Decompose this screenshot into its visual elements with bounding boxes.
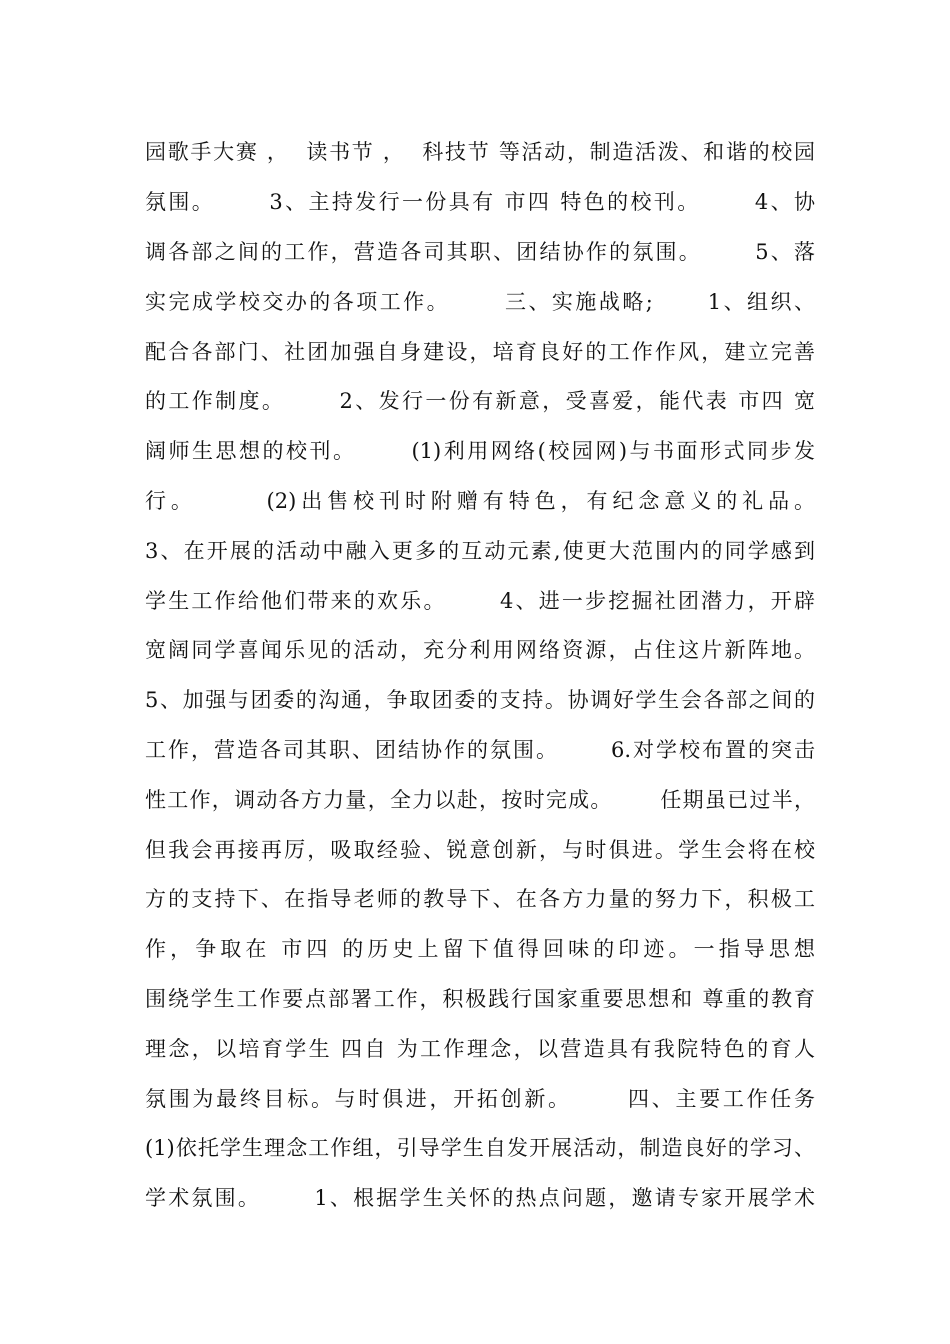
text-line-15: 但我会再接再厉，吸取经验、锐意创新，与时俱进。学生会将在校 — [145, 838, 815, 862]
text-line-21: (1)依托学生理念工作组，引导学生自发开展活动，制造良好的学习、 — [145, 1136, 815, 1160]
text-line-14: 性工作，调动各方力量，全力以赴，按时完成。 任期虽已过半， — [145, 788, 815, 812]
text-line-17: 作，争取在 市四 的历史上留下值得回味的印迹。一指导思想 — [145, 937, 815, 961]
text-line-11: 宽阔同学喜闻乐见的活动，充分利用网络资源，占住这片新阵地。 — [145, 638, 815, 662]
text-line-19: 理念，以培育学生 四自 为工作理念，以营造具有我院特色的育人 — [145, 1037, 815, 1061]
text-line-16: 方的支持下、在指导老师的教导下、在各方力量的努力下，积极工 — [145, 887, 815, 911]
text-line-10: 学生工作给他们带来的欢乐。 4、进一步挖掘社团潜力，开辟 — [145, 589, 815, 613]
text-line-1: 园歌手大赛 ， 读书节 ， 科技节 等活动，制造活泼、和谐的校园 — [145, 140, 815, 164]
text-line-5: 配合各部门、社团加强自身建设，培育良好的工作作风，建立完善 — [145, 340, 815, 364]
text-line-2: 氛围。 3、主持发行一份具有 市四 特色的校刊。 4、协 — [145, 190, 815, 214]
text-line-13: 工作，营造各司其职、团结协作的氛围。 6.对学校布置的突击 — [145, 738, 815, 762]
text-line-6: 的工作制度。 2、发行一份有新意，受喜爱，能代表 市四 宽 — [145, 389, 815, 413]
text-line-7: 阔师生思想的校刊。 (1)利用网络(校园网)与书面形式同步发 — [145, 439, 815, 463]
text-line-9: 3、在开展的活动中融入更多的互动元素,使更大范围内的同学感到 — [145, 539, 815, 563]
text-line-8: 行。 (2)出售校刊时附赠有特色，有纪念意义的礼品。 — [145, 489, 815, 513]
text-line-22: 学术氛围。 1、根据学生关怀的热点问题，邀请专家开展学术 — [145, 1186, 815, 1210]
text-line-3: 调各部之间的工作，营造各司其职、团结协作的氛围。 5、落 — [145, 240, 815, 264]
text-line-12: 5、加强与团委的沟通，争取团委的支持。协调好学生会各部之间的 — [145, 688, 815, 712]
text-line-20: 氛围为最终目标。与时俱进，开拓创新。 四、主要工作任务 — [145, 1087, 815, 1111]
text-line-4: 实完成学校交办的各项工作。 三、实施战略; 1、组织、 — [145, 290, 815, 314]
text-line-18: 围绕学生工作要点部署工作，积极践行国家重要思想和 尊重的教育 — [145, 987, 815, 1011]
